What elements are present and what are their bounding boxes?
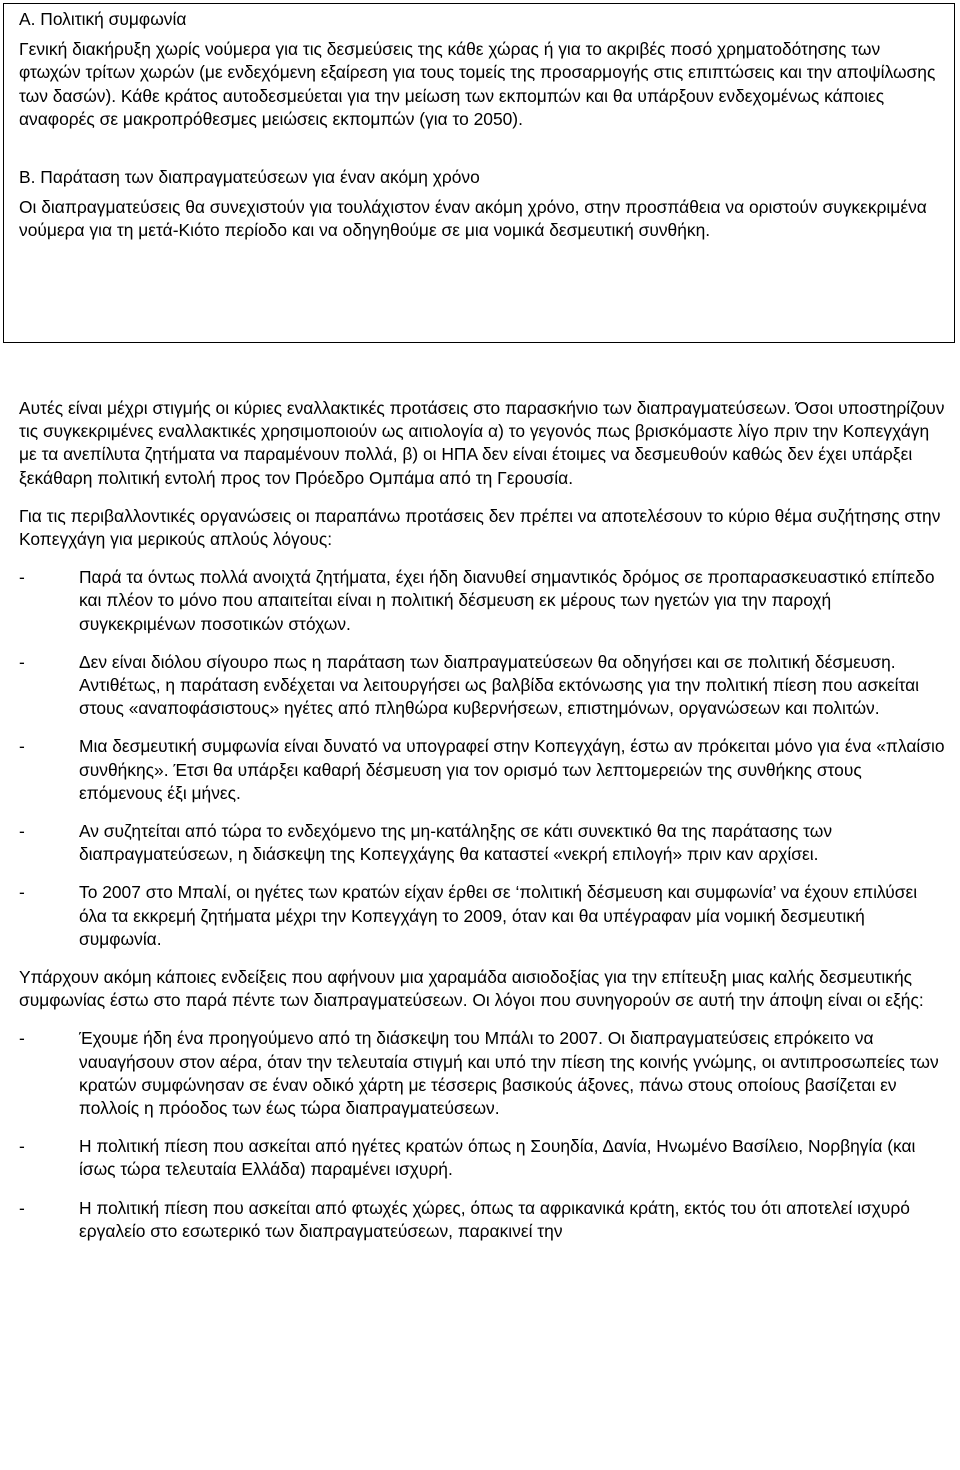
section-b-text: Οι διαπραγματεύσεις θα συνεχιστούν για τουλάχιστον έναν ακόμη χρόνο, στην προσπάθεια να οριστούν συγκεκριμένα νούμερα για τη μετά-Κιότο περίοδο και να οδηγηθούμε σε μια νομικά δεσμευτική συνθήκη. — [19, 197, 927, 241]
reasons-list — [19, 566, 949, 951]
paragraph-ngo-position: Για τις περιβαλλοντικές οργανώσεις οι παραπάνω προτάσεις δεν πρέπει να αποτελέσουν το κύριο θέμα συζήτησης στην Κοπεγχάγη για μερικούς απλούς λόγους: — [19, 505, 941, 550]
optimism-list — [19, 1027, 949, 1243]
list-item — [19, 735, 949, 805]
list-dash: - — [19, 821, 25, 842]
paragraph-alternatives: Αυτές είναι μέχρι στιγμής οι κύριες εναλλακτικές προτάσεις στο παρασκήνιο των διαπραγματεύσεων. Όσοι υποστηρίζουν τις συγκεκριμένες εναλλακτικές χρησιμοποιούν ως αιτιολογία α) το γεγονός πως βρισκόμαστε λίγο πριν την Κοπεγχάγη με τα ανεπίλυτα ζητήματα να παραμένουν πολλά, β) οι ΗΠΑ δεν είναι έτοιμες να δεσμευθούν καθώς δεν έχει υπάρξει ξεκάθαρη πολιτική εντολή προς τον Πρόεδρο Ομπάμα από τη Γερουσία. — [19, 398, 945, 488]
paragraph-optimism: Υπάρχουν ακόμη κάποιες ενδείξεις που αφήνουν μια χαραμάδα αισιοδοξίας για την επίτευξη μιας καλής δεσμευτικής συμφωνίας έστω στο παρά πέντε των διαπραγματεύσεων. Οι λόγοι που συνηγορούν σε αυτή την άποψη είναι οι εξής: — [19, 967, 924, 1011]
summary-box — [3, 3, 955, 343]
list-item — [19, 1135, 949, 1181]
list-item-text: Αν συζητείται από τώρα το ενδεχόμενο της μη-κατάληξης σε κάτι συνεκτικό θα της παράτασης των διαπραγματεύσεων, η διάσκεψη της Κοπεγχάγης θα καταστεί «νεκρή επιλογή» πριν καν αρχίσει. — [79, 821, 833, 865]
document-body — [19, 397, 949, 1258]
list-dash: - — [19, 1028, 25, 1049]
list-dash: - — [19, 882, 25, 903]
list-item-text: Μια δεσμευτική συμφωνία είναι δυνατό να υπογραφεί στην Κοπεγχάγη, έστω αν πρόκειται μόνο για ένα «πλαίσιο συνθήκης». Έτσι θα υπάρξει καθαρή δέσμευση για τον ορισμό των λεπτομερειών της συνθήκης στους επόμενους έξι μήνες. — [79, 736, 945, 803]
list-item-text: Παρά τα όντως πολλά ανοιχτά ζητήματα, έχει ήδη διανυθεί σημαντικός δρόμος σε προπαρασκευαστικό επίπεδο και πλέον το μόνο που απαιτείται είναι η πολιτική δέσμευση εκ μέρους των ηγετών για την παροχή συγκεκριμένων ποσοτικών στόχων. — [79, 567, 935, 634]
list-item — [19, 651, 949, 721]
list-item-text: Το 2007 στο Μπαλί, οι ηγέτες των κρατών είχαν έρθει σε ‘πολιτική δέσμευση και συμφωνία’ να έχουν επιλύσει όλα τα εκκρεμή ζητήματα μέχρι την Κοπεγχάγη το 2009, όταν και θα υπέγραφαν μία νομική δεσμευτική συμφωνία. — [79, 882, 918, 949]
list-item-text: Η πολιτική πίεση που ασκείται από φτωχές χώρες, όπως τα αφρικανικά κράτη, εκτός του ότι αποτελεί ισχυρό εργαλείο στο εσωτερικό των διαπραγματεύσεων, παρακινεί την — [79, 1197, 910, 1241]
list-dash: - — [19, 651, 25, 672]
section-b-heading: B. Παράταση των διαπραγματεύσεων για έναν ακόμη χρόνο — [19, 167, 480, 188]
list-dash: - — [19, 1136, 25, 1157]
list-dash: - — [19, 736, 25, 757]
list-item-text: Η πολιτική πίεση που ασκείται από ηγέτες κρατών όπως η Σουηδία, Δανία, Ηνωμένο Βασίλειο, Νορβηγία (και ίσως τώρα τελευταία Ελλάδα) παραμένει ισχυρή. — [79, 1136, 916, 1180]
section-a-text: Γενική διακήρυξη χωρίς νούμερα για τις δεσμεύσεις της κάθε χώρας ή για το ακριβές ποσό χρηματοδότησης των φτωχών τρίτων χωρών (με ενδεχόμενη εξαίρεση για τους τομείς της προσαρμογής στις επιπτώσεις και την αποψίλωσης των δασών). Κάθε κράτος αυτοδεσμεύεται για την μείωση των εκπομπών και θα υπάρξουν ενδεχομένως κάποιες αναφορές σε μακροπρόθεσμες μειώσεις εκπομπών (για το 2050). — [19, 39, 936, 129]
list-dash: - — [19, 1197, 25, 1218]
list-item — [19, 881, 949, 951]
section-a-heading: A. Πολιτική συμφωνία — [19, 9, 187, 29]
list-item — [19, 820, 949, 866]
list-dash: - — [19, 567, 25, 588]
list-item — [19, 1197, 949, 1243]
list-item — [19, 1027, 949, 1120]
list-item — [19, 566, 949, 636]
list-item-text: Έχουμε ήδη ένα προηγούμενο από τη διάσκεψη του Μπάλι το 2007. Οι διαπραγματεύσεις επρόκειτο να ναυαγήσουν στον αέρα, όταν την τελευταία στιγμή και υπό την πίεση της κοινής γνώμης, οι αντιπροσωπείες των κρατών συμφώνησαν σε έναν οδικό χάρτη με τέσσερις βασικούς άξονες, πάνω στους οποίους βασίζεται εν πολλοίς η πρόοδος των έως τώρα διαπραγματεύσεων. — [79, 1028, 939, 1119]
list-item-text: Δεν είναι διόλου σίγουρο πως η παράταση των διαπραγματεύσεων θα οδηγήσει και σε πολιτική δέσμευση. Αντιθέτως, η παράταση ενδέχεται να λειτουργήσει ως βαλβίδα εκτόνωσης για την πολιτική πίεση που ασκείται στους «αναποφάσιστους» ηγέτες από πληθώρα κυβερνήσεων, επιστημόνων, οργανώσεων και πολιτών. — [79, 651, 920, 719]
